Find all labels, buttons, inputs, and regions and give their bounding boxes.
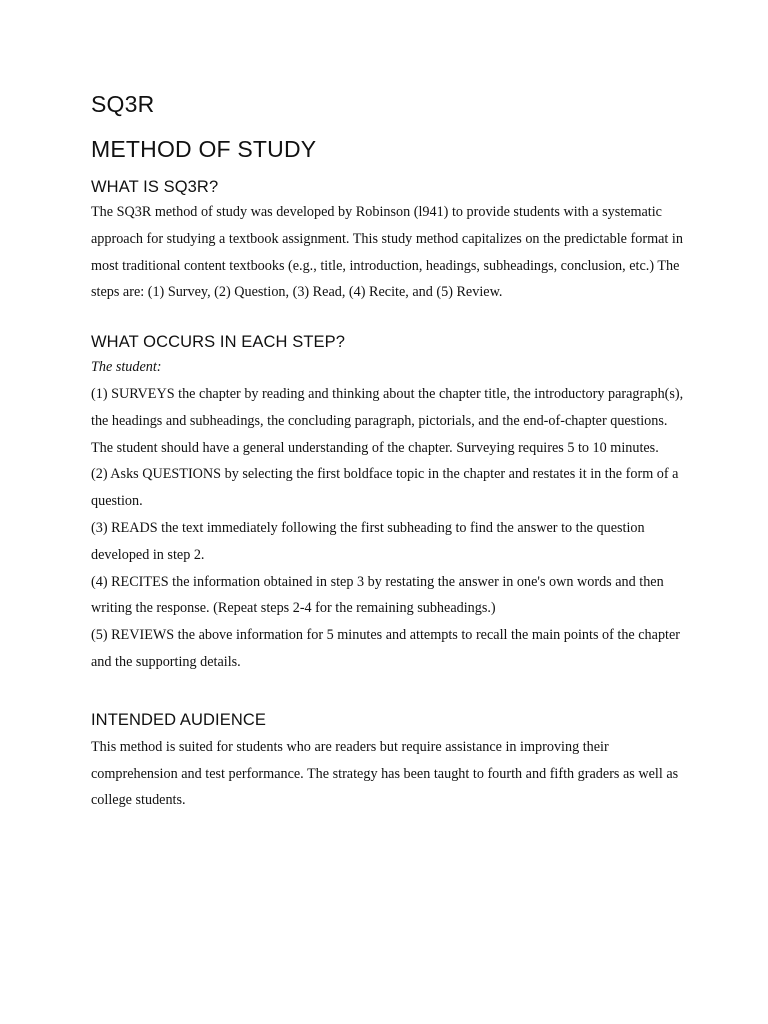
paragraph-intended-audience: This method is suited for students who are readers but require assistance in improving their comprehension and test performance. The strategy has been taught to fourth and fifth graders as well as college students. xyxy=(91,738,679,809)
step-recite: (4) RECITES the information obtained in step 3 by restating the answer in one's own words and then writing the response. (Repeat steps 2-4 for the remaining subheadings.) xyxy=(91,573,664,617)
heading-what-occurs: WHAT OCCURS IN EACH STEP? xyxy=(91,333,346,352)
step-question: (2) Asks QUESTIONS by selecting the first boldface topic in the chapter and restates it in the form of a question. xyxy=(91,466,679,510)
document-page xyxy=(91,90,687,814)
document-title-line-1: SQ3R xyxy=(91,91,155,117)
heading-intended-audience: INTENDED AUDIENCE xyxy=(91,710,266,729)
step-review: (5) REVIEWS the above information for 5 minutes and attempts to recall the main points of the chapter and the supporting details. xyxy=(91,627,681,670)
paragraph-what-is-sq3r: The SQ3R method of study was developed by Robinson (l941) to provide students with a systematic approach for studying a textbook assignment. This study method capitalizes on the predictable format in most traditional content textbooks (e.g., title, introduction, headings, subheadings, conclusion, etc.) The steps are: (1) Survey, (2) Question, (3) Read, (4) Recite, and (5) Review. xyxy=(91,204,683,301)
steps-intro: The student: xyxy=(91,359,162,376)
document-title-line-2: METHOD OF STUDY xyxy=(91,136,317,162)
step-read: (3) READS the text immediately following the first subheading to find the answer to the question developed in step 2. xyxy=(91,519,645,563)
step-survey: (1) SURVEYS the chapter by reading and thinking about the chapter title, the introductory paragraph(s), the headings and subheadings, the concluding paragraph, pictorials, and the end-of-chapter questions. The student should have a general understanding of the chapter. Surveying requires 5 to 10 minutes. xyxy=(91,385,684,456)
heading-what-is-sq3r: WHAT IS SQ3R? xyxy=(91,178,219,196)
